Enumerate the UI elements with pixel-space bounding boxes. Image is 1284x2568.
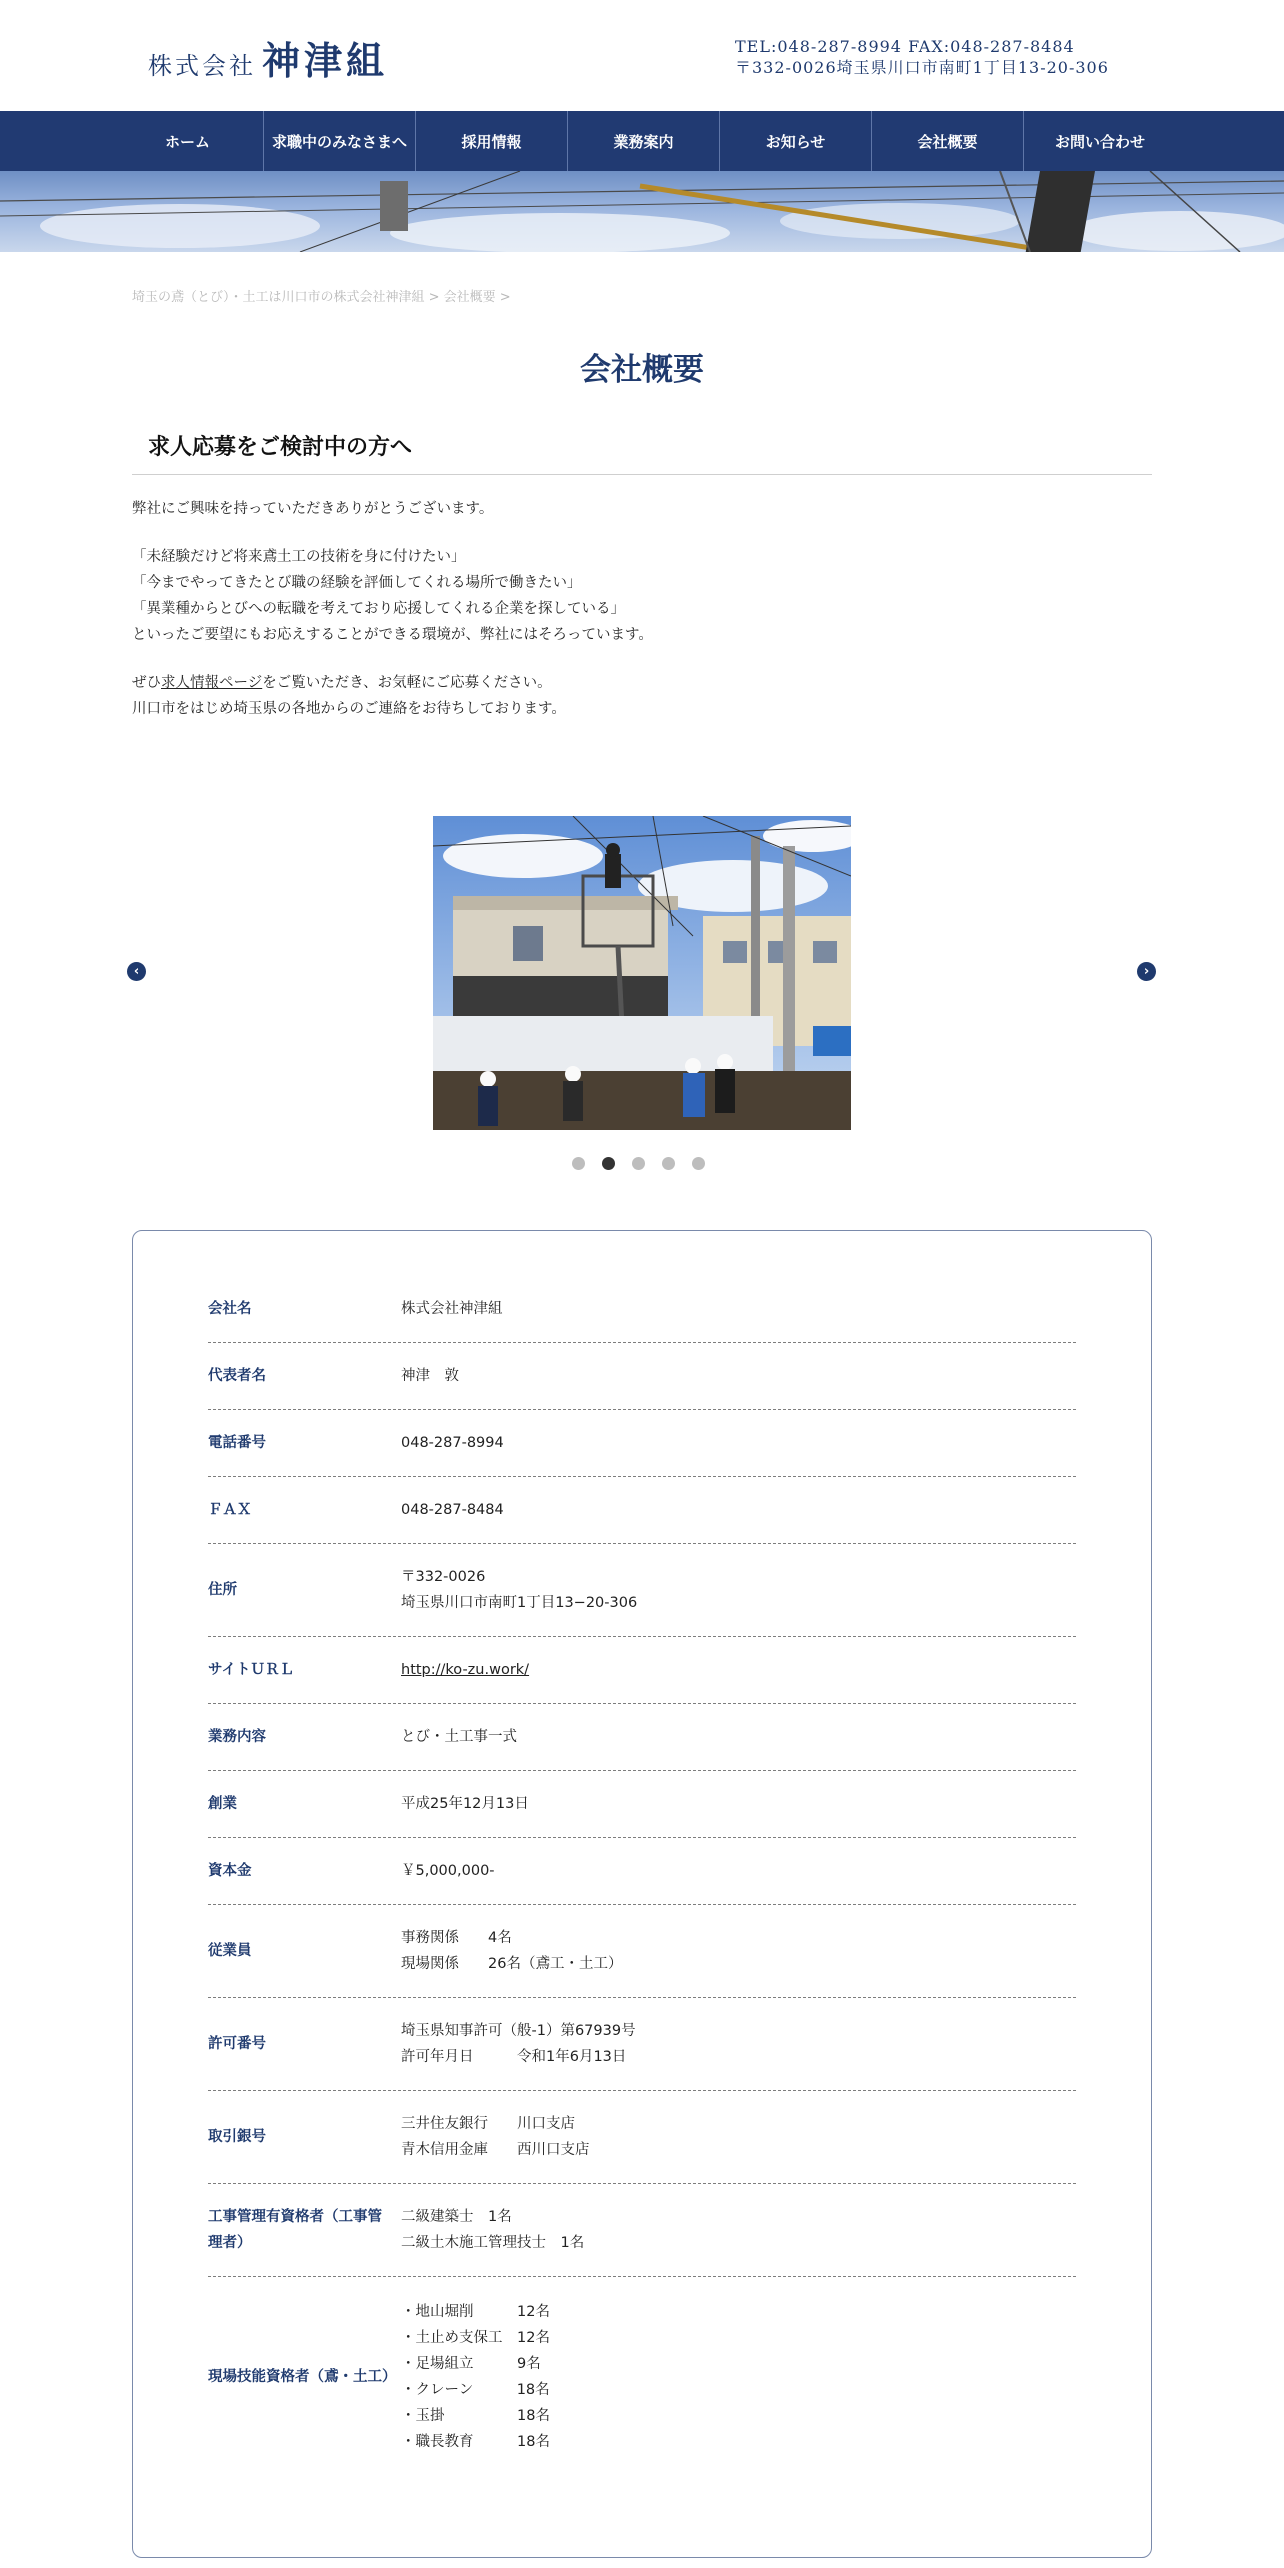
slider-dots xyxy=(572,1157,705,1170)
nav-item-recruitment[interactable]: 採用情報 xyxy=(416,111,568,171)
company-row xyxy=(208,2277,1076,2477)
row-label: 許可番号 xyxy=(208,2036,266,2052)
nav-item-home[interactable]: ホーム xyxy=(112,111,264,171)
header-address: 〒332-0026埼玉県川口市南町1丁目13-20-306 xyxy=(735,58,1109,77)
main-nav xyxy=(0,111,1284,171)
row-value: 二級建築士 1名 二級土木施工管理技士 1名 xyxy=(401,2209,585,2251)
site-url-link[interactable]: http://ko-zu.work/ xyxy=(401,1662,530,1678)
breadcrumb[interactable]: 埼玉の鳶（とび）・土工は川口市の株式会社神津組 > 会社概要 > xyxy=(132,290,511,305)
company-row xyxy=(208,2091,1076,2184)
slider-dot-1[interactable] xyxy=(572,1157,585,1170)
nav-item-news[interactable]: お知らせ xyxy=(720,111,872,171)
site-header xyxy=(0,0,1284,111)
intro-text xyxy=(132,496,1152,744)
row-value: 事務関係 4名 現場関係 26名（鳶工・土工） xyxy=(401,1930,623,1972)
row-label: 現場技能資格者（鳶・土工） xyxy=(208,2369,397,2385)
recruit-info-link[interactable]: 求人情報ページ xyxy=(161,675,263,691)
row-value: ￥5,000,000- xyxy=(401,1863,495,1879)
row-label: 創業 xyxy=(208,1796,237,1812)
company-row xyxy=(208,1838,1076,1905)
slider-dot-3[interactable] xyxy=(632,1157,645,1170)
nav-item-company[interactable]: 会社概要 xyxy=(872,111,1024,171)
row-label: 取引銀号 xyxy=(208,2129,266,2145)
company-row xyxy=(208,2184,1076,2277)
company-row xyxy=(208,1343,1076,1410)
row-label: 業務内容 xyxy=(208,1729,266,1745)
company-row xyxy=(208,1477,1076,1544)
row-value: 平成25年12月13日 xyxy=(401,1796,529,1812)
company-info-box xyxy=(132,1230,1152,2558)
row-value: 048-287-8484 xyxy=(401,1502,504,1518)
logo-prefix: 株式会社 xyxy=(148,52,256,80)
slider-dot-5[interactable] xyxy=(692,1157,705,1170)
row-label: 従業員 xyxy=(208,1943,252,1959)
row-value: 三井住友銀行 川口支店 青木信用金庫 西川口支店 xyxy=(401,2116,590,2158)
header-contact xyxy=(735,36,1109,78)
row-label: ＦＡＸ xyxy=(208,1502,252,1518)
company-row xyxy=(208,1637,1076,1704)
chevron-right-icon[interactable]: › xyxy=(1137,962,1156,981)
nav-item-job-seekers[interactable]: 求職中のみなさまへ xyxy=(264,111,416,171)
nav-item-services[interactable]: 業務案内 xyxy=(568,111,720,171)
page-title: 会社概要 xyxy=(580,352,704,388)
row-value: 株式会社神津組 xyxy=(401,1301,503,1317)
section-heading-block xyxy=(132,420,1152,475)
intro-p3-before: ぜひ xyxy=(132,675,161,691)
intro-p3-after: をご覧いただき、お気軽にご応募ください。 xyxy=(262,675,552,691)
slider-dot-4[interactable] xyxy=(662,1157,675,1170)
slider-dot-2[interactable] xyxy=(602,1157,615,1170)
company-row xyxy=(208,1410,1076,1477)
logo-name: 神津組 xyxy=(262,38,389,83)
company-row xyxy=(208,1704,1076,1771)
company-row xyxy=(208,1998,1076,2091)
company-row xyxy=(208,1276,1076,1343)
row-label: サイトＵＲＬ xyxy=(208,1662,294,1678)
intro-paragraph-2: 「未経験だけど将来鳶土工の技術を身に付けたい」 「今までやってきたとび職の経験を評価してくれる場所で働きたい」 「異業種からとびへの転職を考えており応援してくれる企業を探している」 といったご要望にもお応えすることができる環境が、弊社にはそろっています。 xyxy=(132,549,653,643)
intro-paragraph-4: 川口市をはじめ埼玉県の各地からのご連絡をお待ちしております。 xyxy=(132,701,566,717)
row-value: 048-287-8994 xyxy=(401,1435,504,1451)
header-tel-fax: TEL:048-287-8994 FAX:048-287-8484 xyxy=(735,37,1075,56)
section-heading: 求人応募をご検討中の方へ xyxy=(148,435,413,460)
row-value: ・地山堀削 12名 ・土止め支保工 12名 ・足場組立 9名 ・クレーン 18名 ・玉掛 18名 ・職長教育 18名 xyxy=(401,2304,550,2450)
company-row xyxy=(208,1905,1076,1998)
row-value: 〒332-0026 埼玉県川口市南町1丁目13−20-306 xyxy=(401,1569,638,1611)
nav-item-contact[interactable]: お問い合わせ xyxy=(1054,132,1145,151)
row-value: とび・土工事一式 xyxy=(401,1729,517,1745)
company-row xyxy=(208,1544,1076,1637)
chevron-left-icon[interactable]: ‹ xyxy=(127,962,146,981)
row-label: 会社名 xyxy=(208,1301,252,1317)
company-info-table xyxy=(208,1276,1076,2477)
row-label: 資本金 xyxy=(208,1863,252,1879)
row-label: 電話番号 xyxy=(208,1435,266,1451)
row-value: 埼玉県知事許可（般-1）第67939号 許可年月日 令和1年6月13日 xyxy=(401,2023,636,2065)
row-value: 神津 敦 xyxy=(401,1368,459,1384)
site-logo[interactable] xyxy=(148,30,388,85)
row-value xyxy=(401,1657,1076,1683)
company-row xyxy=(208,1771,1076,1838)
row-label: 工事管理有資格者（工事管理者） xyxy=(208,2209,382,2251)
intro-paragraph-3 xyxy=(132,670,1152,696)
slider-photo xyxy=(433,816,851,1130)
row-label: 代表者名 xyxy=(208,1368,266,1384)
row-label: 住所 xyxy=(208,1582,237,1598)
intro-paragraph-1: 弊社にご興味を持っていただきありがとうございます。 xyxy=(132,501,494,517)
header-banner-image xyxy=(0,171,1284,252)
